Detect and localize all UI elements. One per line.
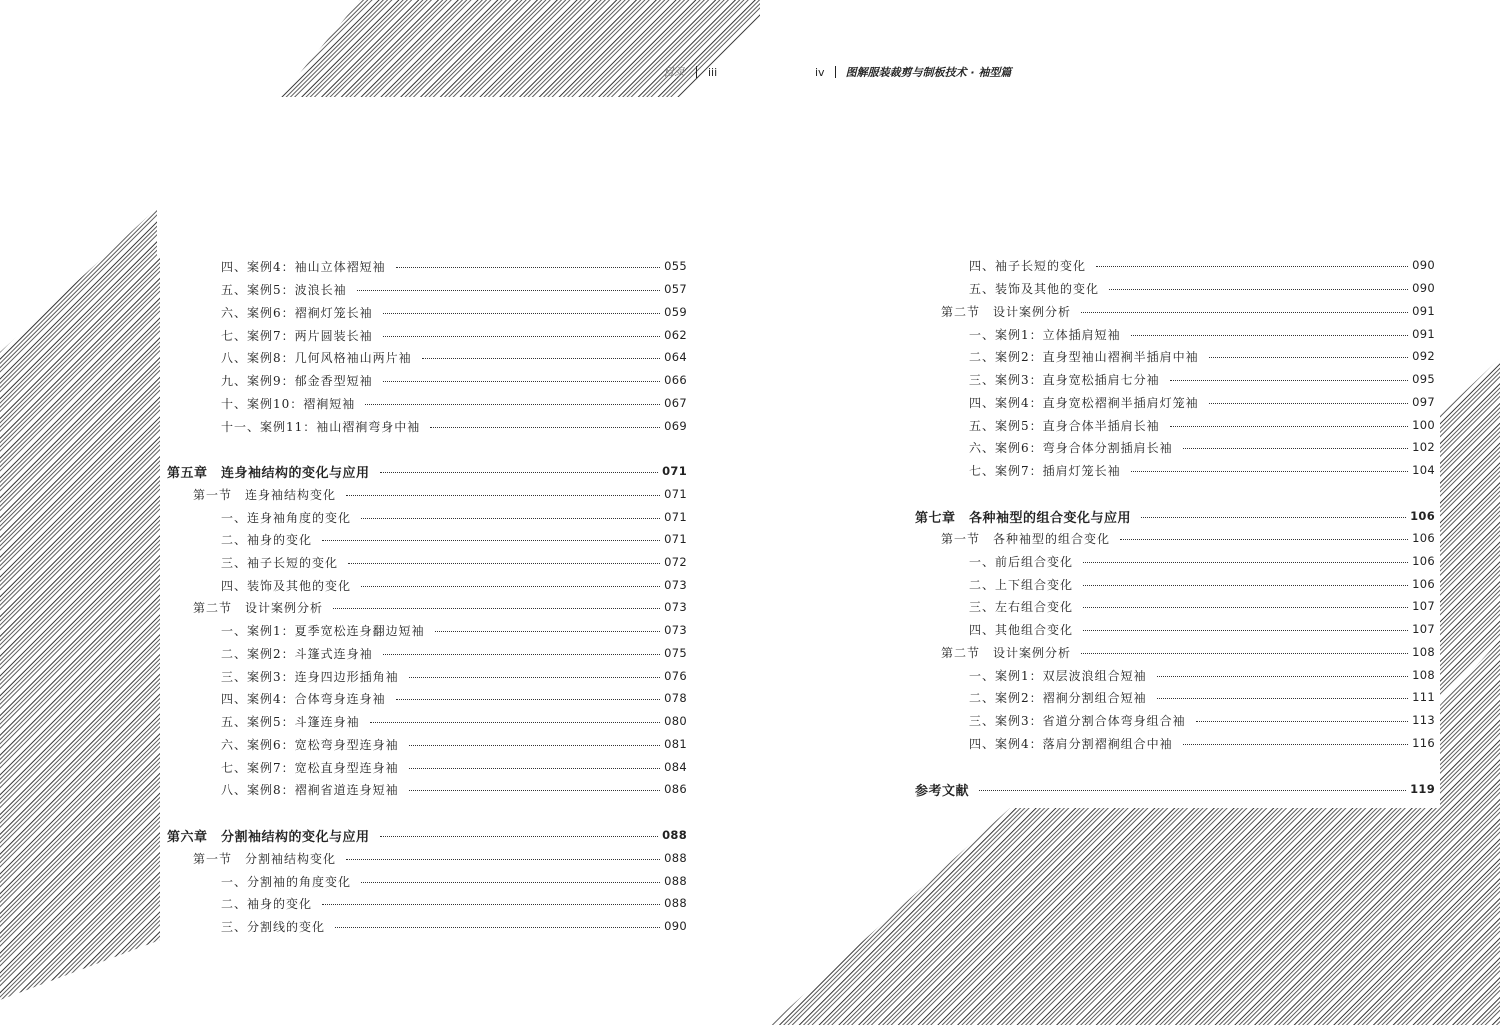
toc-entry-page: 071 <box>664 510 687 524</box>
dot-leader <box>409 745 661 746</box>
toc-entry <box>167 529 687 549</box>
toc-entry <box>915 665 1435 685</box>
dot-leader <box>1083 585 1408 586</box>
toc-entry-title: 四、案例4：合体弯身连身袖 <box>221 691 386 706</box>
toc-entry <box>167 575 687 595</box>
toc-entry-title: 二、袖身的变化 <box>221 896 313 911</box>
dot-leader <box>1141 517 1406 518</box>
dot-leader <box>1183 744 1409 745</box>
toc-entry-page: 108 <box>1412 668 1435 682</box>
dot-leader <box>1081 653 1408 654</box>
toc-entry-title: 五、案例5：直身合体半插肩长袖 <box>969 418 1160 433</box>
dot-leader <box>361 586 660 587</box>
dot-leader <box>1209 403 1409 404</box>
dot-leader <box>409 790 661 791</box>
toc-entry-page: 090 <box>1412 258 1435 272</box>
dot-leader <box>409 768 661 769</box>
toc-entry-page: 090 <box>664 919 687 933</box>
dot-leader <box>1083 607 1408 608</box>
toc-entry <box>915 528 1435 548</box>
toc-entry-page: 090 <box>1412 281 1435 295</box>
toc-entry <box>915 415 1435 435</box>
toc-entry-page: 064 <box>664 350 687 364</box>
toc-entry-page: 080 <box>664 714 687 728</box>
toc-entry-page: 078 <box>664 691 687 705</box>
toc-entry-title: 三、案例3：直身宽松插肩七分袖 <box>969 372 1160 387</box>
toc-entry-page: 071 <box>664 532 687 546</box>
toc-entry-title: 四、袖子长短的变化 <box>969 258 1087 273</box>
toc-entry <box>167 848 687 868</box>
toc-entry-title: 四、装饰及其他的变化 <box>221 578 352 593</box>
toc-entry-page: 091 <box>1412 327 1435 341</box>
toc-entry-page: 075 <box>664 646 687 660</box>
toc-entry <box>167 461 687 481</box>
toc-entry <box>915 596 1435 616</box>
dot-leader <box>430 427 660 428</box>
toc-entry <box>915 255 1435 275</box>
dot-leader <box>348 563 660 564</box>
dot-leader <box>383 313 661 314</box>
toc-entry <box>915 460 1435 480</box>
toc-entry <box>167 370 687 390</box>
toc-entry <box>915 710 1435 730</box>
toc-entry <box>167 302 687 322</box>
toc-entry <box>167 711 687 731</box>
toc-entry-title: 七、案例7：两片圆装长袖 <box>221 328 373 343</box>
toc-entry-page: 057 <box>664 282 687 296</box>
toc-entry-title: 第五章 连身袖结构的变化与应用 <box>167 465 370 481</box>
toc-entry-title: 四、案例4：落肩分割褶裥组合中袖 <box>969 736 1173 751</box>
toc-entry-page: 071 <box>664 487 687 501</box>
toc-entry-title: 第六章 分割袖结构的变化与应用 <box>167 829 370 845</box>
toc-entry <box>915 779 1435 799</box>
dot-leader <box>1120 539 1408 540</box>
toc-entry-title: 第一节 各种袖型的组合变化 <box>941 531 1111 546</box>
toc-entry <box>167 256 687 276</box>
toc-entry-title: 五、案例5：斗篷连身袖 <box>221 714 360 729</box>
dot-leader <box>979 790 1406 791</box>
page-number-left: iii <box>708 66 718 79</box>
toc-entry-page: 104 <box>1412 463 1435 477</box>
dot-leader <box>357 290 661 291</box>
toc-entry-title: 八、案例8：几何风格袖山两片袖 <box>221 350 412 365</box>
toc-entry <box>167 597 687 617</box>
dot-leader <box>1209 357 1409 358</box>
toc-entry-title: 六、案例6：褶裥灯笼长袖 <box>221 305 373 320</box>
toc-entry-page: 107 <box>1412 599 1435 613</box>
toc-entry <box>915 392 1435 412</box>
dot-leader <box>365 404 660 405</box>
toc-entry <box>167 643 687 663</box>
toc-entry-title: 二、案例2：褶裥分割组合短袖 <box>969 690 1147 705</box>
toc-entry <box>167 825 687 845</box>
toc-entry-page: 106 <box>1412 577 1435 591</box>
dot-leader <box>335 927 660 928</box>
toc-entry-title: 五、装饰及其他的变化 <box>969 281 1100 296</box>
toc-entry-page: 111 <box>1412 690 1435 704</box>
toc-entry-title: 第二节 设计案例分析 <box>193 600 324 615</box>
toc-entry <box>915 346 1435 366</box>
toc-entry-page: 088 <box>664 896 687 910</box>
toc-entry <box>167 916 687 936</box>
toc-entry-title: 五、案例5：波浪长袖 <box>221 282 347 297</box>
toc-entry-page: 102 <box>1412 440 1435 454</box>
toc-entry-page: 088 <box>664 874 687 888</box>
dot-leader <box>1196 721 1409 722</box>
toc-entry-title: 一、案例1：双层波浪组合短袖 <box>969 668 1147 683</box>
toc-entry-page: 067 <box>664 396 687 410</box>
dot-leader <box>1083 630 1408 631</box>
dot-leader <box>1170 380 1409 381</box>
dot-leader <box>361 882 660 883</box>
toc-entry-title: 三、分割线的变化 <box>221 919 326 934</box>
toc-entry-page: 076 <box>664 669 687 683</box>
toc-entry-title: 十、案例10：褶裥短袖 <box>221 396 356 411</box>
toc-entry-page: 055 <box>664 259 687 273</box>
toc-entry-title: 第一节 连身袖结构变化 <box>193 487 337 502</box>
dot-leader <box>346 859 660 860</box>
toc-entry <box>915 506 1435 526</box>
toc-entry <box>167 688 687 708</box>
header-divider <box>696 66 697 78</box>
toc-entry-title: 第二节 设计案例分析 <box>941 645 1072 660</box>
dot-leader <box>1081 312 1408 313</box>
dot-leader <box>1131 335 1409 336</box>
toc-entry-page: 071 <box>662 464 687 478</box>
toc-entry-title: 十一、案例11：袖山褶裥弯身中袖 <box>221 419 421 434</box>
toc-entry-page: 113 <box>1412 713 1435 727</box>
dot-leader <box>1157 698 1409 699</box>
stripe-band-right <box>1440 358 1500 700</box>
dot-leader <box>1096 266 1408 267</box>
dot-leader <box>361 518 660 519</box>
toc-entry <box>915 551 1435 571</box>
page-number-right: iv <box>815 66 825 79</box>
toc-entry-page: 095 <box>1412 372 1435 386</box>
dot-leader <box>1109 289 1408 290</box>
toc-entry-page: 069 <box>664 419 687 433</box>
dot-leader <box>1083 562 1408 563</box>
toc-entry-title: 六、案例6：宽松弯身型连身袖 <box>221 737 399 752</box>
toc-entry-title: 三、案例3：省道分割合体弯身组合袖 <box>969 713 1186 728</box>
running-header-right <box>815 64 1115 80</box>
toc-entry-title: 四、案例4：袖山立体褶短袖 <box>221 259 386 274</box>
toc-entry-page: 088 <box>662 828 687 842</box>
toc-entry-title: 三、左右组合变化 <box>969 599 1074 614</box>
toc-entry-page: 116 <box>1412 736 1435 750</box>
toc-entry <box>167 893 687 913</box>
toc-entry-page: 086 <box>664 782 687 796</box>
toc-entry-title: 八、案例8：褶裥省道连身短袖 <box>221 782 399 797</box>
toc-entry-title: 二、上下组合变化 <box>969 577 1074 592</box>
toc-entry <box>167 779 687 799</box>
dot-leader <box>380 836 659 837</box>
toc-entry-title: 七、案例7：宽松直身型连身袖 <box>221 760 399 775</box>
toc-entry <box>167 757 687 777</box>
dot-leader <box>333 608 660 609</box>
toc-entry-title: 一、分割袖的角度变化 <box>221 874 352 889</box>
toc-entry <box>915 642 1435 662</box>
toc-entry <box>167 666 687 686</box>
toc-entry <box>167 734 687 754</box>
toc-entry <box>167 416 687 436</box>
toc-entry-title: 一、案例1：夏季宽松连身翻边短袖 <box>221 623 425 638</box>
dot-leader <box>322 904 660 905</box>
dot-leader <box>380 472 659 473</box>
toc-entry-page: 072 <box>664 555 687 569</box>
running-header-left <box>663 64 763 80</box>
toc-entry-page: 107 <box>1412 622 1435 636</box>
toc-entry-page: 062 <box>664 328 687 342</box>
toc-entry <box>167 484 687 504</box>
dot-leader <box>1131 471 1409 472</box>
book-title: 图解服装裁剪与制板技术 · 袖型篇 <box>845 66 1012 79</box>
dot-leader <box>383 654 661 655</box>
toc-entry-title: 二、案例2：直身型袖山褶裥半插肩中袖 <box>969 349 1199 364</box>
toc-entry-page: 073 <box>664 623 687 637</box>
toc-entry-title: 七、案例7：插肩灯笼长袖 <box>969 463 1121 478</box>
toc-entry-page: 066 <box>664 373 687 387</box>
dot-leader <box>383 381 661 382</box>
toc-entry-page: 081 <box>664 737 687 751</box>
toc-entry-page: 073 <box>664 578 687 592</box>
toc-entry <box>915 437 1435 457</box>
toc-entry-title: 四、案例4：直身宽松褶裥半插肩灯笼袖 <box>969 395 1199 410</box>
dot-leader <box>1183 448 1409 449</box>
toc-entry-page: 059 <box>664 305 687 319</box>
toc-entry-page: 084 <box>664 760 687 774</box>
toc-entry-page: 106 <box>1410 509 1435 523</box>
toc-entry <box>167 871 687 891</box>
stripe-band-top <box>280 0 760 97</box>
toc-entry-page: 091 <box>1412 304 1435 318</box>
toc-entry-page: 108 <box>1412 645 1435 659</box>
toc-entry <box>915 369 1435 389</box>
section-label: 目录 <box>663 66 685 79</box>
toc-entry <box>167 620 687 640</box>
toc-entry-title: 四、其他组合变化 <box>969 622 1074 637</box>
toc-entry-page: 106 <box>1412 554 1435 568</box>
dot-leader <box>370 722 661 723</box>
dot-leader <box>435 631 661 632</box>
toc-entry-title: 九、案例9：郁金香型短袖 <box>221 373 373 388</box>
toc-entry <box>915 278 1435 298</box>
dot-leader <box>322 540 660 541</box>
toc-entry <box>915 324 1435 344</box>
toc-entry-page: 088 <box>664 851 687 865</box>
toc-entry <box>915 687 1435 707</box>
toc-entry-page: 106 <box>1412 531 1435 545</box>
toc-entry <box>915 301 1435 321</box>
toc-entry-title: 第七章 各种袖型的组合变化与应用 <box>915 510 1132 526</box>
toc-entry <box>915 619 1435 639</box>
dot-leader <box>396 699 661 700</box>
dot-leader <box>409 677 661 678</box>
toc-entry <box>915 574 1435 594</box>
toc-entry-page: 119 <box>1410 782 1435 796</box>
dot-leader <box>396 267 661 268</box>
toc-entry-page: 097 <box>1412 395 1435 409</box>
dot-leader <box>1157 676 1409 677</box>
toc-entry <box>167 552 687 572</box>
header-divider <box>835 66 836 78</box>
toc-entry-title: 六、案例6：弯身合体分割插肩长袖 <box>969 440 1173 455</box>
toc-entry <box>167 279 687 299</box>
toc-entry-title: 三、袖子长短的变化 <box>221 555 339 570</box>
toc-entry <box>915 733 1435 753</box>
dot-leader <box>422 358 661 359</box>
toc-entry-title: 第一节 分割袖结构变化 <box>193 851 337 866</box>
toc-entry-title: 一、案例1：立体插肩短袖 <box>969 327 1121 342</box>
toc-entry <box>167 393 687 413</box>
dot-leader <box>346 495 660 496</box>
dot-leader <box>383 336 661 337</box>
toc-entry-page: 092 <box>1412 349 1435 363</box>
toc-entry-title: 第二节 设计案例分析 <box>941 304 1072 319</box>
toc-entry-title: 二、袖身的变化 <box>221 532 313 547</box>
toc-entry-title: 二、案例2：斗篷式连身袖 <box>221 646 373 661</box>
toc-entry-page: 073 <box>664 600 687 614</box>
toc-entry-title: 参考文献 <box>915 783 970 799</box>
toc-entry-title: 三、案例3：连身四边形插角袖 <box>221 669 399 684</box>
toc-entry <box>167 347 687 367</box>
dot-leader <box>1170 426 1409 427</box>
toc-entry-title: 一、连身袖角度的变化 <box>221 510 352 525</box>
toc-entry <box>167 325 687 345</box>
toc-entry-page: 100 <box>1412 418 1435 432</box>
toc-entry <box>167 507 687 527</box>
toc-entry-title: 一、前后组合变化 <box>969 554 1074 569</box>
